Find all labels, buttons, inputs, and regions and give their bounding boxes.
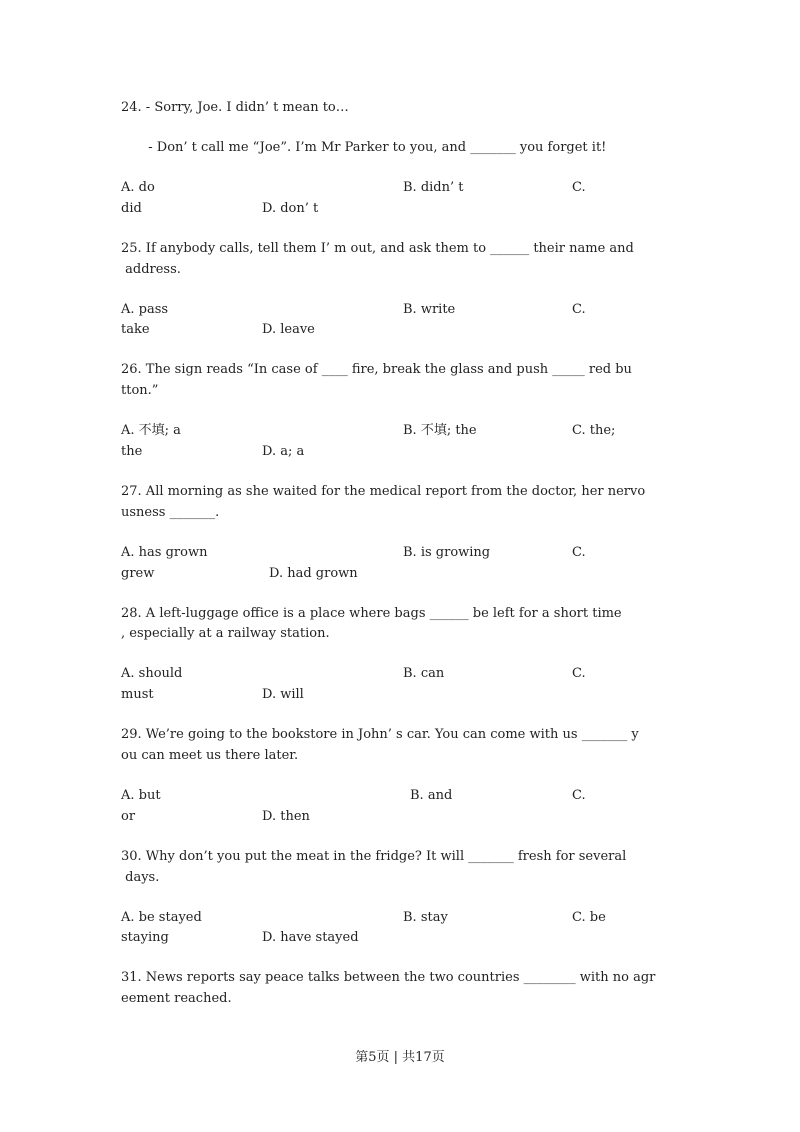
question-29-option-a: A. but xyxy=(121,788,161,803)
question-29-option-d: D. then xyxy=(262,809,310,824)
question-27-stem-line-1: 27. All morning as she waited for the medical report from the doctor, her nervo xyxy=(121,484,646,499)
question-24-option-b: B. didn’ t xyxy=(403,180,464,195)
question-29-stem-line-1: 29. We’re going to the bookstore in John’ s car. You can come with us _______ y xyxy=(121,727,639,742)
question-27-option-b: B. is growing xyxy=(403,545,491,560)
question-27-option-c-text: grew xyxy=(121,566,155,581)
question-29-option-c-text: or xyxy=(121,809,136,824)
question-30-option-c-text: staying xyxy=(121,930,169,945)
page-footer: 第5页 | 共17页 xyxy=(355,1050,445,1065)
question-28-option-b: B. can xyxy=(403,666,445,681)
question-24-stem-line-1: 24. - Sorry, Joe. I didn’ t mean to… xyxy=(121,100,349,115)
question-28-option-c-text: must xyxy=(121,687,154,702)
question-28-option-a: A. should xyxy=(121,666,183,681)
question-27-stem-line-2: usness _______. xyxy=(121,505,220,520)
question-26-option-c: C. the; xyxy=(572,423,616,438)
question-24-stem-line-2: - Don’ t call me “Joe”. I’m Mr Parker to you, and _______ you forget it! xyxy=(140,140,607,155)
question-25-stem-line-2: address. xyxy=(121,262,181,277)
question-26-option-a: A. 不填; a xyxy=(121,423,181,438)
question-27-option-c: C. xyxy=(572,545,586,560)
question-25-option-b: B. write xyxy=(403,302,456,317)
question-30-option-d: D. have stayed xyxy=(262,930,359,945)
question-27-option-a: A. has grown xyxy=(121,545,208,560)
question-24-option-c: C. xyxy=(572,180,586,195)
question-24-option-c-text: did xyxy=(121,201,142,216)
question-30-stem-line-1: 30. Why don’t you put the meat in the fridge? It will _______ fresh for several xyxy=(121,849,627,864)
question-24-option-a: A. do xyxy=(121,180,155,195)
question-30-option-b: B. stay xyxy=(403,910,448,925)
question-28-option-c: C. xyxy=(572,666,586,681)
question-29-stem-line-2: ou can meet us there later. xyxy=(121,748,299,763)
question-28-stem-line-1: 28. A left-luggage office is a place where bags ______ be left for a short time xyxy=(121,606,622,621)
question-29-option-b: B. and xyxy=(410,788,453,803)
question-24-option-d: D. don’ t xyxy=(262,201,319,216)
question-25-option-d: D. leave xyxy=(262,322,315,337)
question-27-option-d: D. had grown xyxy=(269,566,358,581)
question-26-option-c-text: the xyxy=(121,444,143,459)
question-30-option-c: C. be xyxy=(572,910,606,925)
question-25-stem-line-1: 25. If anybody calls, tell them I’ m out, and ask them to ______ their name and xyxy=(121,241,634,256)
question-25-option-a: A. pass xyxy=(121,302,169,317)
question-26-stem-line-2: tton.” xyxy=(121,383,159,398)
question-31-stem-line-2: eement reached. xyxy=(121,991,232,1006)
question-26-option-b: B. 不填; the xyxy=(403,423,477,438)
question-28-stem-line-2: , especially at a railway station. xyxy=(121,626,330,641)
question-25-option-c: C. xyxy=(572,302,586,317)
question-25-option-c-text: take xyxy=(121,322,150,337)
question-28-option-d: D. will xyxy=(262,687,304,702)
question-26-stem-line-1: 26. The sign reads “In case of ____ fire, break the glass and push _____ red bu xyxy=(121,362,632,377)
question-30-option-a: A. be stayed xyxy=(121,910,202,925)
question-30-stem-line-2: days. xyxy=(121,870,160,885)
question-26-option-d: D. a; a xyxy=(262,444,305,459)
question-31-stem-line-1: 31. News reports say peace talks between the two countries ________ with no agr xyxy=(121,970,656,985)
question-29-option-c: C. xyxy=(572,788,586,803)
